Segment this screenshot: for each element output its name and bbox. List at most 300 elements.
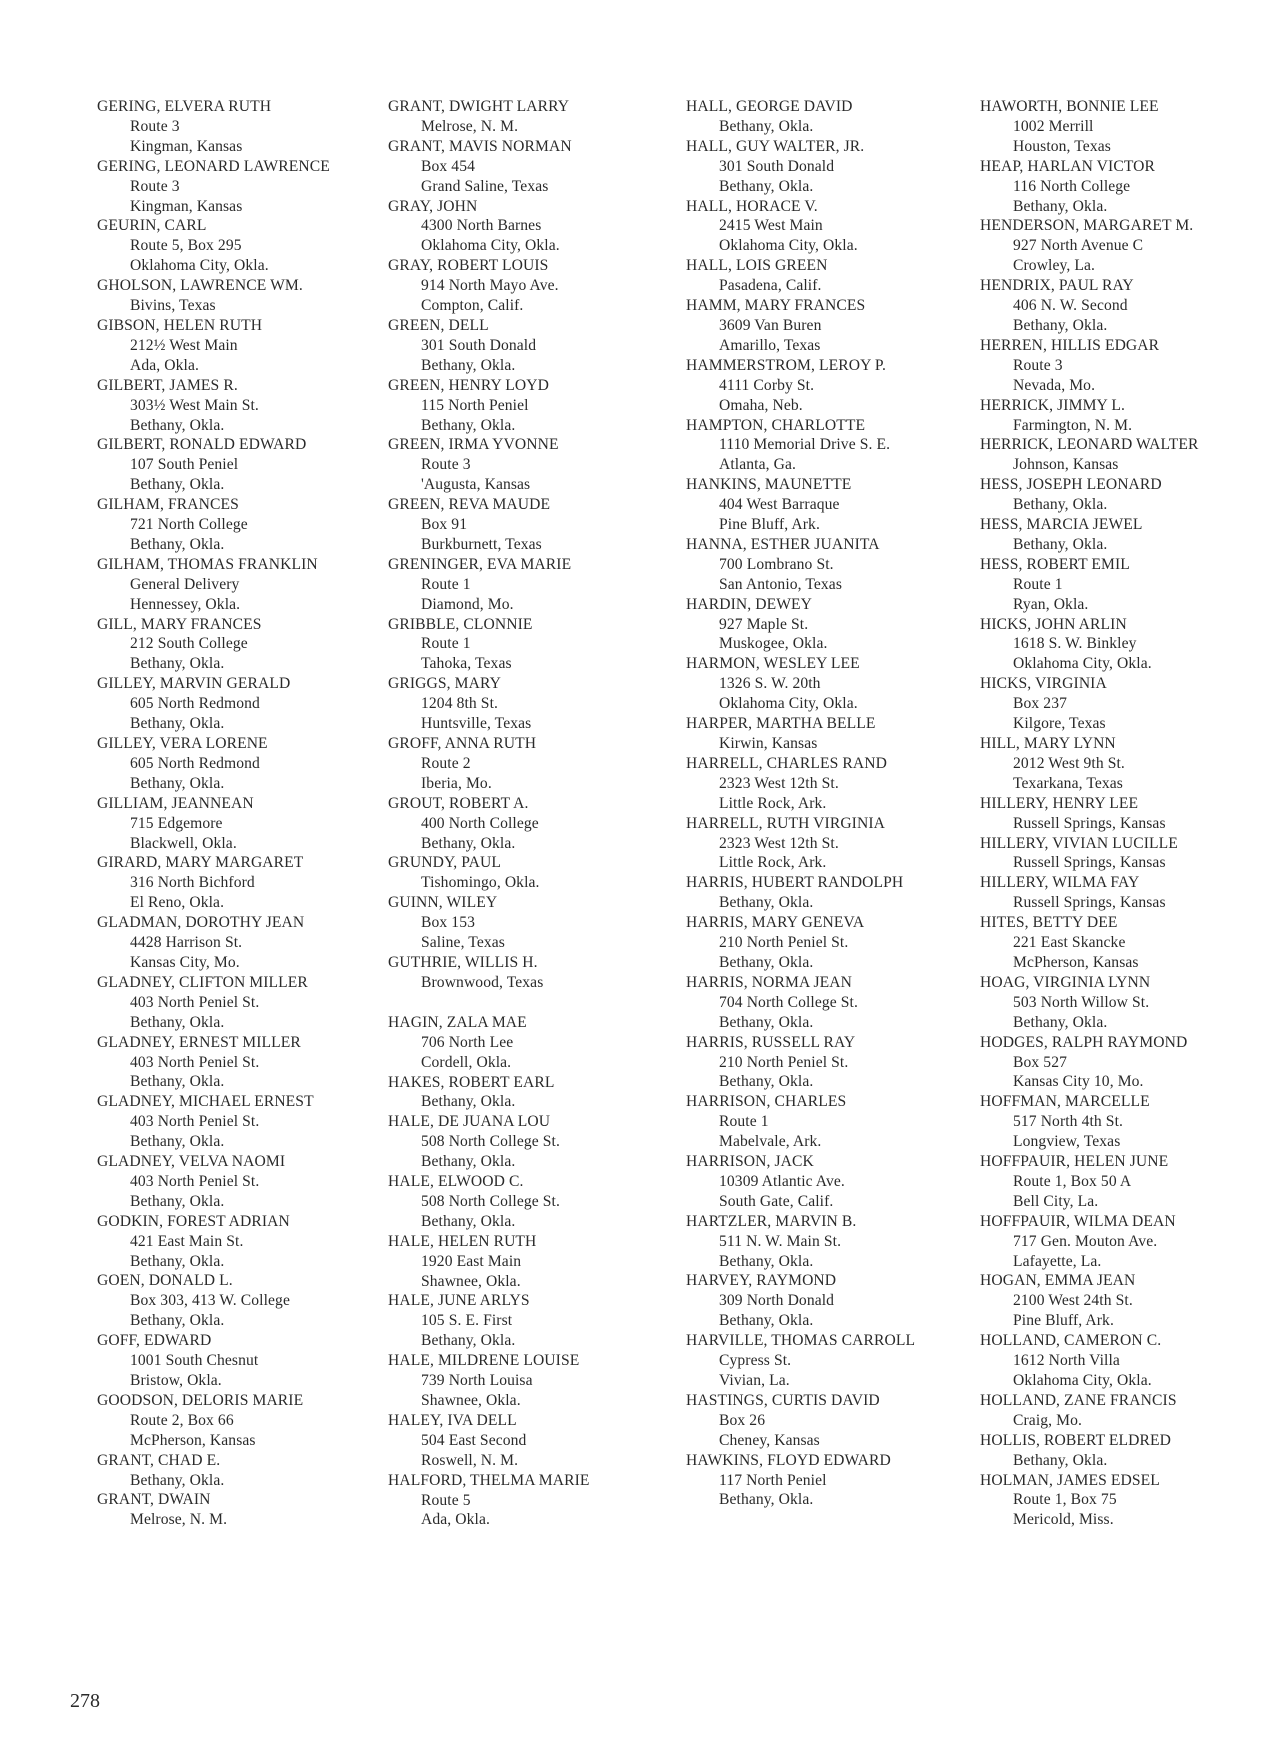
entry-address-line: Oklahoma City, Okla. [1013, 1372, 1152, 1389]
directory-entry [980, 336, 1265, 396]
entry-name: GROFF, ANNA RUTH [388, 735, 537, 752]
directory-entry [980, 555, 1265, 615]
entry-address-line: Box 454 [421, 157, 475, 175]
entry-name: GOEN, DONALD L. [97, 1272, 233, 1290]
entry-address-line: Russell Springs, Kansas [1013, 894, 1166, 912]
directory-entry [686, 913, 971, 973]
directory-entry [97, 1212, 387, 1272]
entry-address-line: 105 S. E. First [421, 1312, 513, 1330]
directory-entry [388, 1073, 673, 1113]
entry-name: GILBERT, JAMES R. [97, 376, 238, 394]
directory-entry [97, 1152, 387, 1212]
entry-address-line: 2415 West Main [719, 217, 823, 235]
entry-name: HARVILLE, THOMAS CARROLL [686, 1332, 916, 1350]
directory-entry [388, 953, 673, 993]
entry-name: GREEN, REVA MAUDE [388, 496, 551, 514]
entry-name: HEAP, HARLAN VICTOR [980, 157, 1156, 175]
entry-address-line: 210 North Peniel St. [719, 1053, 849, 1071]
entry-address-line: Bethany, Okla. [719, 1312, 814, 1330]
entry-address-line: 927 Maple St. [719, 615, 809, 633]
entry-address-line: Bethany, Okla. [421, 1153, 516, 1171]
directory-column [97, 97, 387, 1530]
entry-address-line: Bethany, Okla. [130, 1013, 225, 1031]
entry-address-line: Melrose, N. M. [421, 117, 519, 135]
entry-name: GRAY, JOHN [388, 197, 478, 215]
entry-address-line: Longview, Texas [1013, 1133, 1121, 1151]
entry-name: GILHAM, FRANCES [97, 496, 239, 514]
entry-address-line: Omaha, Neb. [719, 396, 803, 414]
entry-name: GILLEY, VERA LORENE [97, 735, 268, 752]
entry-name: HAKES, ROBERT EARL [388, 1073, 555, 1091]
entry-address-line: Bethany, Okla. [130, 535, 225, 553]
directory-entry [97, 615, 387, 675]
directory-entry [686, 1092, 971, 1152]
entry-name: HAMPTON, CHARLOTTE [686, 416, 866, 434]
entry-name: GIRARD, MARY MARGARET [97, 854, 304, 872]
entry-address-line: 303½ West Main St. [130, 396, 259, 414]
directory-entry [97, 376, 387, 436]
entry-address-line: Kingman, Kansas [130, 197, 243, 215]
entry-address-line: Lafayette, La. [1013, 1252, 1102, 1270]
entry-address-line: Route 3 [130, 177, 180, 195]
entry-address-line: Bethany, Okla. [130, 476, 225, 494]
entry-address-line: Bethany, Okla. [1013, 197, 1108, 215]
directory-entry [388, 256, 673, 316]
directory-entry [980, 1331, 1265, 1391]
entry-address-line: Melrose, N. M. [130, 1511, 228, 1529]
entry-address-line: Box 303, 413 W. College [130, 1292, 290, 1310]
entry-address-line: Route 1 [719, 1113, 769, 1131]
entry-address-line: Bethany, Okla. [719, 1252, 814, 1270]
entry-address-line: Little Rock, Ark. [719, 794, 827, 812]
entry-address-line: 400 North College [421, 814, 539, 832]
entry-address-line: Shawnee, Okla. [421, 1392, 521, 1409]
entry-name: HITES, BETTY DEE [980, 914, 1118, 932]
entry-name: HODGES, RALPH RAYMOND [980, 1033, 1188, 1051]
entry-address-line: Pine Bluff, Ark. [1013, 1312, 1114, 1330]
entry-address-line: Farmington, N. M. [1013, 416, 1133, 434]
entry-address-line: Cordell, Okla. [421, 1053, 512, 1071]
entry-address-line: Grand Saline, Texas [421, 177, 549, 195]
directory-entry [686, 1033, 971, 1093]
entry-address-line: Route 1 [421, 575, 471, 593]
entry-address-line: 2100 West 24th St. [1013, 1292, 1133, 1310]
directory-entry [97, 1331, 387, 1391]
directory-entry [388, 495, 673, 555]
entry-address-line: 511 N. W. Main St. [719, 1232, 842, 1250]
entry-address-line: 210 North Peniel St. [719, 934, 849, 952]
entry-name: GODKIN, FOREST ADRIAN [97, 1212, 290, 1230]
directory-entry [686, 296, 971, 356]
entry-address-line: Johnson, Kansas [1013, 456, 1119, 474]
entry-address-line: 301 South Donald [719, 157, 835, 175]
entry-address-line: Vivian, La. [719, 1372, 790, 1389]
directory-entry [97, 555, 387, 615]
entry-address-line: Bethany, Okla. [421, 1332, 516, 1350]
entry-name: GROUT, ROBERT A. [388, 794, 529, 812]
entry-address-line: Roswell, N. M. [421, 1451, 519, 1469]
directory-entry [686, 416, 971, 476]
directory-entry [686, 137, 971, 197]
entry-name: GRIBBLE, CLONNIE [388, 615, 533, 633]
entry-name: GRENINGER, EVA MARIE [388, 555, 572, 573]
entry-address-line: Kingman, Kansas [130, 137, 243, 155]
entry-name: HARMON, WESLEY LEE [686, 655, 860, 673]
entry-name: HESS, MARCIA JEWEL [980, 516, 1143, 534]
entry-address-line: 316 North Bichford [130, 874, 255, 892]
entry-address-line: Bethany, Okla. [1013, 1451, 1108, 1469]
entry-address-line: 404 West Barraque [719, 496, 840, 514]
directory-entry [388, 376, 673, 436]
directory-entry [97, 1092, 387, 1152]
entry-address-line: Brownwood, Texas [421, 973, 544, 991]
entry-address-line: Bethany, Okla. [130, 715, 225, 733]
entry-address-line: Bethany, Okla. [1013, 496, 1108, 514]
entry-name: GLADNEY, CLIFTON MILLER [97, 973, 308, 991]
directory-entry [980, 834, 1265, 874]
entry-address-line: McPherson, Kansas [1013, 953, 1139, 971]
entry-address-line: Bethany, Okla. [1013, 535, 1108, 553]
entry-address-line: 1002 Merrill [1013, 117, 1094, 135]
directory-entry [686, 654, 971, 714]
entry-address-line: Little Rock, Ark. [719, 854, 827, 872]
entry-address-line: Bethany, Okla. [719, 117, 814, 135]
entry-name: HERRICK, JIMMY L. [980, 396, 1125, 414]
entry-address-line: 221 East Skancke [1013, 934, 1126, 952]
entry-name: HALL, GEORGE DAVID [686, 98, 853, 115]
entry-name: HOFFPAUIR, HELEN JUNE [980, 1153, 1169, 1171]
directory-entry [388, 1232, 673, 1292]
entry-name: HALL, GUY WALTER, JR. [686, 137, 865, 155]
entry-address-line: 717 Gen. Mouton Ave. [1013, 1232, 1158, 1250]
directory-entry [97, 1451, 387, 1491]
entry-name: GIBSON, HELEN RUTH [97, 316, 263, 334]
entry-address-line: Huntsville, Texas [421, 715, 532, 733]
entry-name: HANKINS, MAUNETTE [686, 476, 852, 494]
entry-address-line: 4300 North Barnes [421, 217, 542, 235]
entry-address-line: Oklahoma City, Okla. [719, 695, 858, 713]
directory-entry [97, 913, 387, 973]
directory-entry [97, 734, 387, 794]
directory-entry [97, 1271, 387, 1331]
directory-entry [686, 97, 971, 137]
entry-address-line: 2323 West 12th St. [719, 834, 839, 852]
entry-name: HARRELL, RUTH VIRGINIA [686, 814, 885, 832]
entry-address-line: 721 North College [130, 516, 248, 534]
entry-address-line: Diamond, Mo. [421, 595, 514, 613]
directory-entry [686, 197, 971, 257]
entry-name: HARRIS, RUSSELL RAY [686, 1033, 856, 1051]
entry-address-line: 403 North Peniel St. [130, 1113, 260, 1131]
entry-address-line: 212 South College [130, 635, 248, 653]
entry-address-line: Bethany, Okla. [421, 834, 516, 852]
directory-entry [97, 157, 387, 217]
entry-name: GREEN, DELL [388, 316, 489, 334]
entry-name: GLADNEY, MICHAEL ERNEST [97, 1093, 314, 1111]
entry-name: HALE, MILDRENE LOUISE [388, 1352, 580, 1370]
entry-address-line: Pine Bluff, Ark. [719, 516, 820, 534]
entry-address-line: Bethany, Okla. [421, 416, 516, 434]
entry-address-line: 517 North 4th St. [1013, 1113, 1123, 1131]
entry-name: HENDERSON, MARGARET M. [980, 217, 1194, 235]
entry-name: GRAY, ROBERT LOUIS [388, 257, 549, 275]
entry-address-line: Bethany, Okla. [130, 655, 225, 673]
entry-name: GUTHRIE, WILLIS H. [388, 953, 538, 971]
entry-address-line: Cheney, Kansas [719, 1431, 820, 1449]
entry-name: HALE, HELEN RUTH [388, 1232, 537, 1250]
directory-entry [686, 1212, 971, 1272]
entry-name: GLADNEY, VELVA NAOMI [97, 1153, 286, 1171]
entry-name: HILLERY, WILMA FAY [980, 874, 1140, 892]
entry-address-line: Route 1 [421, 635, 471, 653]
entry-name: GOODSON, DELORIS MARIE [97, 1391, 304, 1409]
entry-address-line: Oklahoma City, Okla. [1013, 655, 1152, 673]
directory-entry [980, 396, 1265, 436]
directory-entry [980, 973, 1265, 1033]
directory-entry [97, 1033, 387, 1093]
directory-entry [980, 515, 1265, 555]
directory-entry [97, 674, 387, 734]
directory-entry [980, 1431, 1265, 1471]
directory-entry [388, 853, 673, 893]
directory-entry [388, 674, 673, 734]
entry-name: GILBERT, RONALD EDWARD [97, 436, 307, 454]
directory-entry [980, 435, 1265, 475]
entry-address-line: Bethany, Okla. [719, 894, 814, 912]
entry-name: HARRISON, JACK [686, 1153, 814, 1171]
directory-entry [388, 1013, 673, 1073]
entry-address-line: 10309 Atlantic Ave. [719, 1172, 845, 1190]
entry-address-line: Pasadena, Calif. [719, 277, 822, 295]
directory-entry [686, 814, 971, 874]
entry-address-line: 2323 West 12th St. [719, 774, 839, 792]
entry-address-line: 503 North Willow St. [1013, 993, 1150, 1011]
entry-address-line: Bethany, Okla. [719, 1073, 814, 1091]
entry-address-line: 739 North Louisa [421, 1372, 533, 1390]
entry-address-line: Crowley, La. [1013, 257, 1096, 275]
entry-address-line: Saline, Texas [421, 934, 505, 952]
entry-name: HALL, LOIS GREEN [686, 257, 828, 275]
entry-name: HANNA, ESTHER JUANITA [686, 535, 880, 553]
directory-entry [388, 734, 673, 794]
entry-name: GOFF, EDWARD [97, 1332, 212, 1350]
entry-address-line: 406 N. W. Second [1013, 297, 1128, 315]
entry-name: HAMMERSTROM, LEROY P. [686, 356, 886, 374]
entry-address-line: Bethany, Okla. [719, 1013, 814, 1031]
entry-name: HILL, MARY LYNN [980, 735, 1116, 752]
entry-name: HALE, ELWOOD C. [388, 1173, 524, 1191]
entry-name: HOAG, VIRGINIA LYNN [980, 973, 1151, 991]
entry-address-line: Box 153 [421, 914, 475, 932]
entry-name: HALEY, IVA DELL [388, 1411, 517, 1429]
entry-name: HERREN, HILLIS EDGAR [980, 336, 1160, 354]
entry-name: HARTZLER, MARVIN B. [686, 1212, 857, 1230]
entry-address-line: Kansas City 10, Mo. [1013, 1073, 1144, 1091]
entry-address-line: 706 North Lee [421, 1033, 514, 1051]
directory-entry [388, 893, 673, 953]
entry-name: HAWKINS, FLOYD EDWARD [686, 1451, 891, 1469]
directory-entry [388, 1172, 673, 1232]
entry-name: HILLERY, VIVIAN LUCILLE [980, 834, 1178, 852]
entry-name: HARRISON, CHARLES [686, 1093, 847, 1111]
entry-address-line: 704 North College St. [719, 993, 858, 1011]
entry-name: HESS, ROBERT EMIL [980, 555, 1130, 573]
entry-address-line: Oklahoma City, Okla. [421, 237, 560, 255]
entry-address-line: 4111 Corby St. [719, 376, 815, 394]
entry-name: GRANT, DWAIN [97, 1491, 211, 1509]
entry-address-line: 1618 S. W. Binkley [1013, 635, 1137, 653]
directory-entry [686, 1152, 971, 1212]
entry-name: HARRIS, MARY GENEVA [686, 914, 865, 932]
entry-name: GEURIN, CARL [97, 217, 207, 235]
entry-address-line: 1326 S. W. 20th [719, 675, 821, 693]
directory-entry [980, 1212, 1265, 1272]
directory-entry [388, 316, 673, 376]
entry-name: HILLERY, HENRY LEE [980, 794, 1139, 812]
entry-address-line: Box 91 [421, 516, 468, 534]
directory-entry [686, 256, 971, 296]
entry-address-line: Cypress St. [719, 1352, 792, 1370]
entry-address-line: Blackwell, Okla. [130, 834, 237, 852]
directory-entry [686, 1391, 971, 1451]
directory-entry [388, 615, 673, 675]
directory-entry [97, 276, 387, 316]
directory-entry [97, 853, 387, 913]
entry-name: HARDIN, DEWEY [686, 595, 813, 613]
directory-entry [388, 1351, 673, 1411]
entry-name: HARRIS, HUBERT RANDOLPH [686, 874, 904, 892]
entry-address-line: Route 5, Box 295 [130, 237, 242, 255]
entry-name: HOLLAND, CAMERON C. [980, 1332, 1162, 1350]
directory-entry [686, 873, 971, 913]
entry-address-line: Russell Springs, Kansas [1013, 814, 1166, 832]
entry-name: HARVEY, RAYMOND [686, 1272, 837, 1290]
entry-name: HAMM, MARY FRANCES [686, 297, 866, 315]
entry-name: HOLLAND, ZANE FRANCIS [980, 1391, 1177, 1409]
directory-entry [388, 435, 673, 495]
entry-address-line: 1920 East Main [421, 1252, 522, 1270]
directory-entry [97, 495, 387, 555]
entry-address-line: 605 North Redmond [130, 754, 260, 772]
entry-address-line: Bethany, Okla. [719, 1491, 814, 1509]
directory-entry [980, 216, 1265, 276]
directory-entry [388, 794, 673, 854]
directory-entry [686, 754, 971, 814]
directory-entry [686, 475, 971, 535]
entry-address-line: Bethany, Okla. [130, 1192, 225, 1210]
directory-entry [980, 1271, 1265, 1331]
entry-address-line: 4428 Harrison St. [130, 934, 243, 952]
entry-name: GRANT, MAVIS NORMAN [388, 137, 572, 155]
entry-address-line: Route 2, Box 66 [130, 1411, 234, 1429]
entry-address-line: Route 5 [421, 1491, 471, 1509]
entry-address-line: Craig, Mo. [1013, 1411, 1083, 1429]
entry-address-line: Ryan, Okla. [1013, 595, 1089, 613]
directory-entry [686, 535, 971, 595]
directory-entry [97, 216, 387, 276]
entry-address-line: Route 2 [421, 754, 471, 772]
entry-address-line: Houston, Texas [1013, 137, 1111, 155]
entry-name: GRUNDY, PAUL [388, 854, 501, 872]
directory-entry [97, 794, 387, 854]
entry-address-line: 914 North Mayo Ave. [421, 277, 559, 295]
entry-address-line: Oklahoma City, Okla. [130, 257, 269, 275]
entry-address-line: Bristow, Okla. [130, 1372, 222, 1389]
entry-name: HALE, DE JUANA LOU [388, 1113, 551, 1131]
entry-address-line: 421 East Main St. [130, 1232, 244, 1250]
entry-address-line: Route 1, Box 75 [1013, 1491, 1117, 1509]
entry-address-line: South Gate, Calif. [719, 1192, 834, 1210]
entry-address-line: 605 North Redmond [130, 695, 260, 713]
entry-address-line: Tahoka, Texas [421, 655, 512, 673]
entry-address-line: Bethany, Okla. [130, 1312, 225, 1330]
entry-address-line: Mericold, Miss. [1013, 1511, 1114, 1529]
entry-address-line: 107 South Peniel [130, 456, 239, 474]
directory-entry [980, 1152, 1265, 1212]
entry-address-line: Bethany, Okla. [719, 953, 814, 971]
entry-address-line: El Reno, Okla. [130, 894, 225, 912]
entry-address-line: Bethany, Okla. [130, 416, 225, 434]
entry-address-line: 1110 Memorial Drive S. E. [719, 436, 891, 454]
entry-name: GILLEY, MARVIN GERALD [97, 675, 291, 693]
directory-entry [686, 1331, 971, 1391]
entry-address-line: Box 237 [1013, 695, 1067, 713]
directory-entry [980, 97, 1265, 157]
directory-entry [980, 1033, 1265, 1093]
entry-address-line: Ada, Okla. [130, 356, 199, 374]
entry-name: HALE, JUNE ARLYS [388, 1292, 530, 1310]
entry-address-line: Bethany, Okla. [1013, 316, 1108, 334]
entry-name: GREEN, IRMA YVONNE [388, 436, 559, 454]
entry-address-line: 117 North Peniel [719, 1471, 827, 1489]
entry-name: GILLIAM, JEANNEAN [97, 794, 254, 812]
entry-address-line: Nevada, Mo. [1013, 376, 1096, 394]
directory-entry [97, 435, 387, 495]
entry-name: HOFFPAUIR, WILMA DEAN [980, 1212, 1176, 1230]
directory-entry [980, 475, 1265, 515]
entry-address-line: Bethany, Okla. [130, 1471, 225, 1489]
entry-address-line: Russell Springs, Kansas [1013, 854, 1166, 872]
entry-name: GREEN, HENRY LOYD [388, 376, 549, 394]
directory-entry [97, 1391, 387, 1451]
entry-name: GRIGGS, MARY [388, 675, 501, 693]
entry-address-line: 116 North College [1013, 177, 1131, 195]
directory-entry [980, 1471, 1265, 1531]
entry-address-line: Bivins, Texas [130, 297, 216, 315]
entry-address-line: 309 North Donald [719, 1292, 835, 1310]
entry-name: HALFORD, THELMA MARIE [388, 1471, 590, 1489]
entry-address-line: Kirwin, Kansas [719, 735, 818, 752]
directory-entry [686, 595, 971, 655]
entry-name: HERRICK, LEONARD WALTER [980, 436, 1199, 454]
directory-entry [980, 873, 1265, 913]
entry-name: GERING, ELVERA RUTH [97, 98, 272, 115]
entry-name: HALL, HORACE V. [686, 197, 818, 215]
entry-address-line: 715 Edgemore [130, 814, 223, 832]
entry-address-line: Bethany, Okla. [421, 1212, 516, 1230]
directory-entry [980, 913, 1265, 973]
entry-address-line: 301 South Donald [421, 336, 537, 354]
entry-address-line: 115 North Peniel [421, 396, 529, 414]
entry-address-line: Compton, Calif. [421, 297, 524, 315]
entry-address-line: Box 527 [1013, 1053, 1067, 1071]
directory-column [388, 97, 673, 1530]
directory-entry [980, 157, 1265, 217]
entry-address-line: 927 North Avenue C [1013, 237, 1144, 255]
directory-entry [980, 734, 1265, 794]
entry-address-line: Mabelvale, Ark. [719, 1133, 822, 1151]
directory-entry [388, 97, 673, 137]
